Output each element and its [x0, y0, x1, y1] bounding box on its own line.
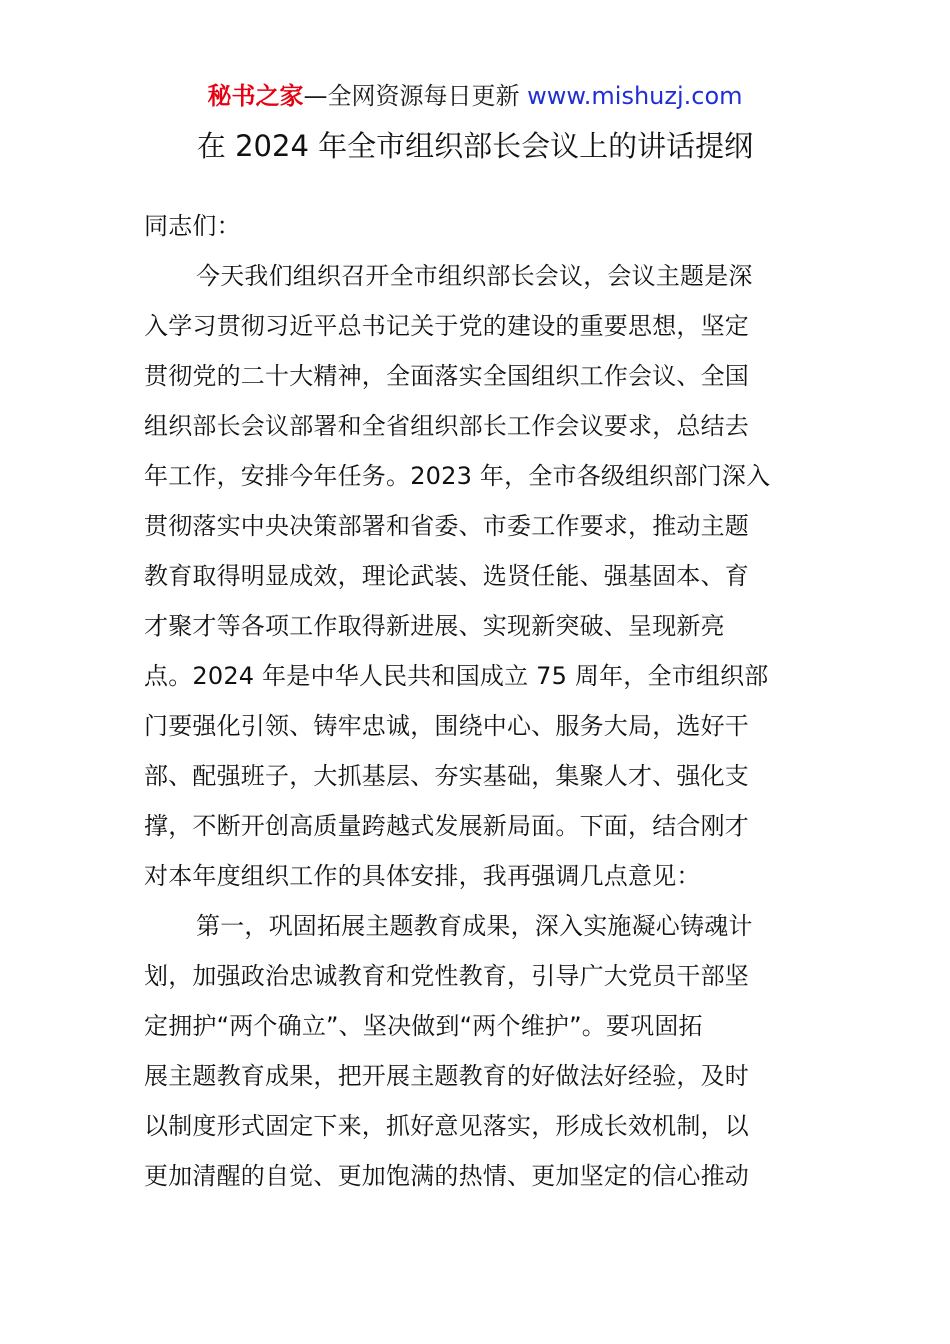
paragraph-line: 才聚才等各项工作取得新进展、实现新突破、呈现新亮: [144, 612, 725, 640]
site-brand: 秘书之家: [207, 82, 304, 110]
paragraph-line: 以制度形式固定下来，抓好意见落实，形成长效机制，以: [144, 1112, 749, 1140]
paragraph-line: 定拥护“两个确立”、坚决做到“两个维护”。要巩固拓: [144, 1012, 703, 1040]
paragraph-line: 今天我们组织召开全市组织部长会议，会议主题是深: [196, 262, 753, 290]
paragraph-line: 贯彻落实中央决策部署和省委、市委工作要求，推动主题: [144, 512, 749, 540]
site-url-link[interactable]: www.mishuzj.com: [527, 82, 743, 110]
paragraph-line: 年工作，安排今年任务。2023 年，全市各级组织部门深入: [144, 462, 771, 490]
site-banner: [0, 80, 950, 112]
paragraph-line: 划，加强政治忠诚教育和党性教育，引导广大党员干部坚: [144, 962, 749, 990]
paragraph-line: 贯彻党的二十大精神，全面落实全国组织工作会议、全国: [144, 362, 749, 390]
document-title: 在 2024 年全市组织部长会议上的讲话提纲: [196, 129, 754, 163]
paragraph-line: 部、配强班子，大抓基层、夯实基础，集聚人才、强化支: [144, 762, 749, 790]
document-body: [144, 201, 808, 1201]
paragraph-line: 展主题教育成果，把开展主题教育的好做法好经验，及时: [144, 1062, 749, 1090]
paragraph-line: 入学习贯彻习近平总书记关于党的建设的重要思想，坚定: [144, 312, 749, 340]
paragraph-line: 门要强化引领、铸牢忠诚，围绕中心、服务大局，选好干: [144, 712, 749, 740]
paragraph-line: 撑，不断开创高质量跨越式发展新局面。下面，结合刚才: [144, 812, 749, 840]
paragraph-line: 第一，巩固拓展主题教育成果，深入实施凝心铸魂计: [196, 912, 753, 940]
paragraph-line: 组织部长会议部署和全省组织部长工作会议要求，总结去: [144, 412, 749, 440]
paragraph-line: 更加清醒的自觉、更加饱满的热情、更加坚定的信心推动: [144, 1162, 749, 1190]
paragraph-line: 教育取得明显成效，理论武装、选贤任能、强基固本、育: [144, 562, 749, 590]
paragraph-line: 点。2024 年是中华人民共和国成立 75 周年，全市组织部: [144, 662, 769, 690]
site-tagline: —全网资源每日更新: [303, 82, 520, 110]
salutation-line: 同志们：: [144, 212, 241, 240]
paragraph-line: 对本年度组织工作的具体安排，我再强调几点意见：: [144, 862, 701, 890]
